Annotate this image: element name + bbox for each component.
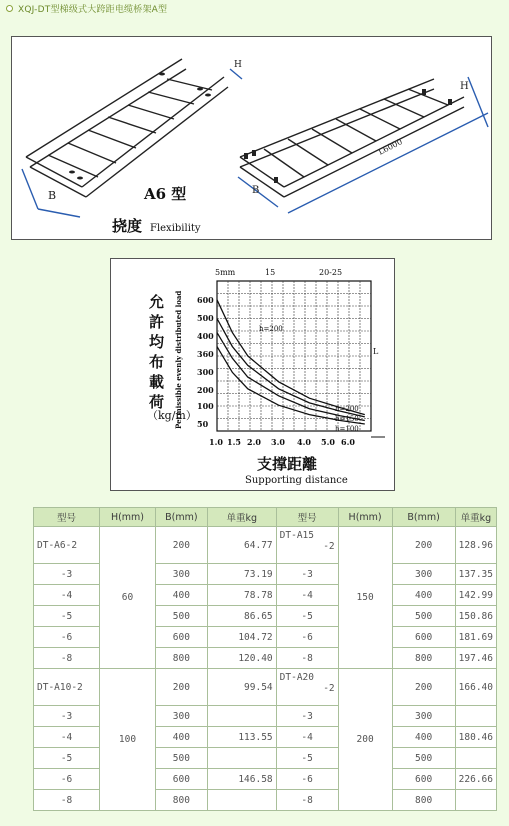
width-cell: 200	[392, 527, 455, 564]
x-tick-label: 1.0	[209, 437, 223, 447]
model-code-cell: -6	[276, 627, 338, 648]
col-header: 型号	[276, 508, 338, 527]
width-cell: 300	[392, 564, 455, 585]
width-cell: 800	[155, 648, 207, 669]
page-title: XQJ-DT型梯级式大跨距电缆桥架A型	[18, 4, 168, 15]
y-tick-labels	[197, 295, 214, 429]
model-code-cell: -8	[276, 790, 338, 811]
page-header	[6, 0, 167, 16]
weight-cell: 128.96	[455, 527, 496, 564]
model-code-cell: -3	[34, 564, 100, 585]
col-header: B(mm)	[392, 508, 455, 527]
ylabel-cn-char: 許	[149, 313, 165, 331]
col-header: H(mm)	[338, 508, 392, 527]
model-code-cell: -3	[276, 564, 338, 585]
width-cell: 600	[392, 627, 455, 648]
weight-cell	[455, 790, 496, 811]
top-label: 20-25	[319, 268, 343, 277]
model-code-cell: -3	[34, 706, 100, 727]
width-cell: 200	[155, 669, 207, 706]
x-tick-label: 2.0	[247, 437, 261, 447]
model-code-cell	[276, 669, 338, 706]
y-tick-label: 400	[197, 331, 214, 341]
height-cell: 150	[338, 527, 392, 669]
ylabel-cn-char: 載	[149, 373, 165, 391]
curve-label: h=100	[335, 425, 359, 433]
x-tick-label: 4.0	[297, 437, 311, 447]
width-cell: 800	[155, 790, 207, 811]
width-cell: 200	[155, 527, 207, 564]
model-code-prefix: DT-A15	[279, 530, 314, 541]
y-tick-label: 200	[197, 385, 214, 395]
dim-b-left: B	[48, 189, 57, 202]
weight-cell: 181.69	[455, 627, 496, 648]
width-cell: 800	[392, 790, 455, 811]
top-labels	[215, 268, 342, 277]
model-code-suffix: -2	[323, 683, 335, 694]
width-cell: 500	[155, 606, 207, 627]
weight-cell: 146.58	[207, 769, 276, 790]
weight-cell: 120.40	[207, 648, 276, 669]
model-code-cell: DT-A10-2	[34, 669, 100, 706]
dim-l-right: L6000	[376, 137, 404, 157]
weight-cell	[455, 706, 496, 727]
xlabel-cn: 支撑距離	[257, 455, 318, 473]
weight-cell: 197.46	[455, 648, 496, 669]
weight-cell	[207, 748, 276, 769]
col-header: 单重kg	[207, 508, 276, 527]
x-tick-label: 3.0	[271, 437, 285, 447]
model-code-cell: -4	[34, 585, 100, 606]
ylabel-cn-char: 布	[149, 353, 165, 371]
width-cell: 400	[392, 585, 455, 606]
caption-en: Flexibility	[150, 223, 201, 234]
weight-cell: 150.86	[455, 606, 496, 627]
table-row	[34, 527, 497, 564]
top-label: 15	[265, 268, 276, 277]
curve-labels	[259, 325, 359, 433]
y-tick-label: 50	[197, 419, 209, 429]
col-header: H(mm)	[100, 508, 156, 527]
right-ladder-holes	[244, 89, 452, 183]
ylabel-cn	[149, 293, 165, 411]
model-code-cell: -6	[34, 627, 100, 648]
model-code-cell: -8	[276, 648, 338, 669]
y-tick-label: 360	[197, 349, 214, 359]
model-code-cell: -6	[276, 769, 338, 790]
width-cell: 200	[392, 669, 455, 706]
model-code-prefix: DT-A20	[279, 672, 314, 683]
weight-cell: 166.40	[455, 669, 496, 706]
width-cell: 400	[392, 727, 455, 748]
model-code-cell	[276, 527, 338, 564]
weight-cell	[207, 790, 276, 811]
left-ladder-holes	[69, 73, 211, 180]
weight-cell: 99.54	[207, 669, 276, 706]
dim-h-left: H	[234, 60, 242, 70]
yunit-label: （kg/m）	[147, 409, 197, 422]
weight-cell: 78.78	[207, 585, 276, 606]
width-cell: 400	[155, 585, 207, 606]
y-tick-label: 500	[197, 313, 214, 323]
x-tick-label: 5.0	[321, 437, 335, 447]
weight-cell: 137.35	[455, 564, 496, 585]
y-tick-label: 100	[197, 401, 214, 411]
x-tick-label: 6.0	[341, 437, 355, 447]
weight-cell: 104.72	[207, 627, 276, 648]
height-cell: 100	[100, 669, 156, 811]
x-tick-label: 1.5	[227, 437, 241, 447]
weight-cell: 180.46	[455, 727, 496, 748]
weight-cell: 226.66	[455, 769, 496, 790]
model-code-cell: -5	[276, 748, 338, 769]
model-code-cell: -5	[34, 606, 100, 627]
caption-cn: 挠度	[112, 217, 143, 235]
model-code-suffix: -2	[323, 541, 335, 552]
model-code-cell: -4	[34, 727, 100, 748]
xlabel-en: Supporting distance	[245, 475, 348, 486]
cable-tray-illustration	[12, 37, 491, 239]
col-header: B(mm)	[155, 508, 207, 527]
model-code-cell: -4	[276, 585, 338, 606]
cable-tray-drawing	[11, 36, 492, 240]
height-cell: 60	[100, 527, 156, 669]
model-code-cell: -3	[276, 706, 338, 727]
width-cell: 300	[155, 564, 207, 585]
dim-h-right: H	[460, 81, 469, 92]
width-cell: 600	[155, 627, 207, 648]
model-code-cell: -4	[276, 727, 338, 748]
model-code-cell: -8	[34, 648, 100, 669]
y-tick-label: 300	[197, 367, 214, 377]
weight-cell: 64.77	[207, 527, 276, 564]
model-code-cell: -5	[34, 748, 100, 769]
spec-table	[33, 507, 497, 811]
ylabel-en: Permissible evenly distributed load	[174, 290, 183, 429]
bullet-icon	[6, 5, 13, 12]
top-label: 5mm	[215, 268, 236, 277]
height-cell: 200	[338, 669, 392, 811]
model-code-cell: -6	[34, 769, 100, 790]
weight-cell	[207, 706, 276, 727]
weight-cell: 73.19	[207, 564, 276, 585]
model-code-cell: -5	[276, 606, 338, 627]
col-header: 型号	[34, 508, 100, 527]
side-label: L	[373, 347, 379, 356]
width-cell: 500	[392, 748, 455, 769]
col-header: 单重kg	[455, 508, 496, 527]
ylabel-cn-char: 荷	[149, 393, 165, 411]
table-header-row	[34, 508, 497, 527]
width-cell: 600	[392, 769, 455, 790]
right-ladder-figure	[238, 77, 488, 213]
width-cell: 800	[392, 648, 455, 669]
dim-b-right: B	[252, 185, 260, 196]
width-cell: 600	[155, 769, 207, 790]
y-tick-label: 600	[197, 295, 214, 305]
width-cell: 300	[155, 706, 207, 727]
width-cell: 400	[155, 727, 207, 748]
load-chart	[111, 259, 394, 490]
width-cell: 500	[392, 606, 455, 627]
curve-label: h=150	[335, 415, 359, 423]
weight-cell	[455, 748, 496, 769]
model-code-cell: -8	[34, 790, 100, 811]
table-row	[34, 669, 497, 706]
load-chart-figure	[110, 258, 395, 491]
width-cell: 500	[155, 748, 207, 769]
weight-cell: 113.55	[207, 727, 276, 748]
ylabel-cn-char: 允	[149, 293, 165, 311]
model-code-cell: DT-A6-2	[34, 527, 100, 564]
width-cell: 300	[392, 706, 455, 727]
curve-label: h=200	[335, 405, 359, 413]
type-label: A6 型	[144, 185, 187, 203]
weight-cell: 86.65	[207, 606, 276, 627]
x-tick-labels	[209, 437, 355, 447]
weight-cell: 142.99	[455, 585, 496, 606]
ylabel-cn-char: 均	[149, 333, 165, 351]
curve-label: h=200	[259, 325, 283, 333]
